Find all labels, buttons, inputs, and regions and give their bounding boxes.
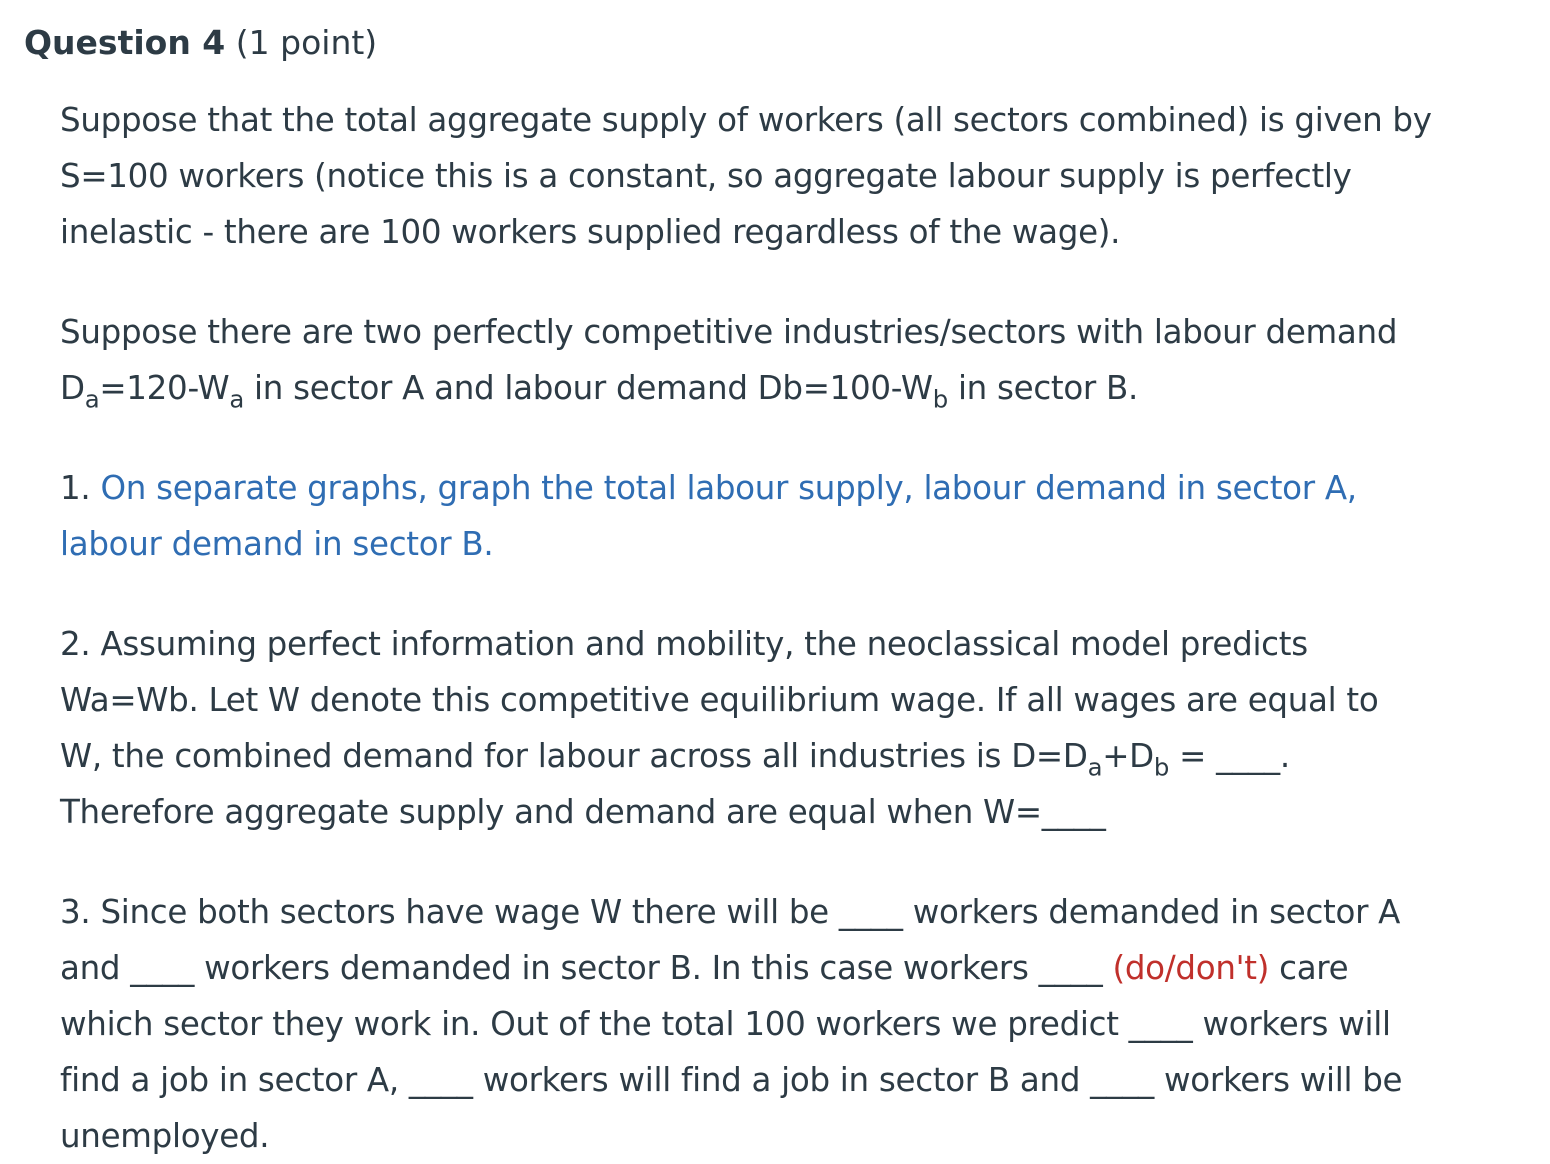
item-2-line-4: Therefore aggregate supply and demand are equal when W=____ [60, 793, 1106, 831]
item-2-line-2: Wa=Wb. Let W denote this competitive equilibrium wage. If all wages are equal to [60, 681, 1379, 719]
question-header [24, 18, 377, 68]
item-3-line-1: 3. Since both sectors have wage W there will be ____ workers demanded in sector A [60, 893, 1401, 931]
do-dont-option: (do/don't) [1112, 949, 1270, 987]
item-1-instruction: On separate graphs, graph the total labour supply, labour demand in sector A, [100, 469, 1357, 507]
supply-line-3: inelastic - there are 100 workers supplied regardless of the wage). [60, 213, 1121, 251]
item-2-line-3: W, the combined demand for labour across all industries is $D=D_a+D_b$ = ____. [60, 737, 1290, 782]
item-3-line-4: find a job in sector A, ____ workers will find a job in sector B and ____ workers will be [60, 1061, 1403, 1099]
supply-line-1: Suppose that the total aggregate supply of workers (all sectors combined) is given by [60, 101, 1432, 139]
demand-paragraph [60, 304, 1520, 416]
question-points: (1 point) [235, 23, 378, 62]
item-1-line-1 [60, 460, 1520, 516]
item-1-number: 1. [60, 469, 101, 507]
supply-line-2: S=100 workers (notice this is a constant, so aggregate labour supply is perfectly [60, 157, 1352, 195]
item-3-line-3: which sector they work in. Out of the total 100 workers we predict ____ workers will [60, 1005, 1391, 1043]
item-3 [60, 884, 1520, 1164]
item-1-line-2: labour demand in sector B. [60, 525, 494, 563]
item-1 [60, 460, 1520, 572]
demand-line-2: $D_a=120-W_a$ in sector A and labour demand $Db=100-W_b$ in sector B. [60, 369, 1139, 414]
item-3-line-2: and ____ workers demanded in sector B. In this case workers ____ (do/don't) care [60, 949, 1349, 987]
supply-paragraph [60, 92, 1520, 260]
item-2 [60, 616, 1520, 840]
question-body [60, 92, 1520, 1164]
question-title: Question 4 [24, 23, 226, 62]
demand-line-1: Suppose there are two perfectly competitive industries/sectors with labour demand [60, 313, 1398, 351]
item-2-line-1: 2. Assuming perfect information and mobility, the neoclassical model predicts [60, 625, 1308, 663]
item-3-line-5: unemployed. [60, 1117, 270, 1155]
